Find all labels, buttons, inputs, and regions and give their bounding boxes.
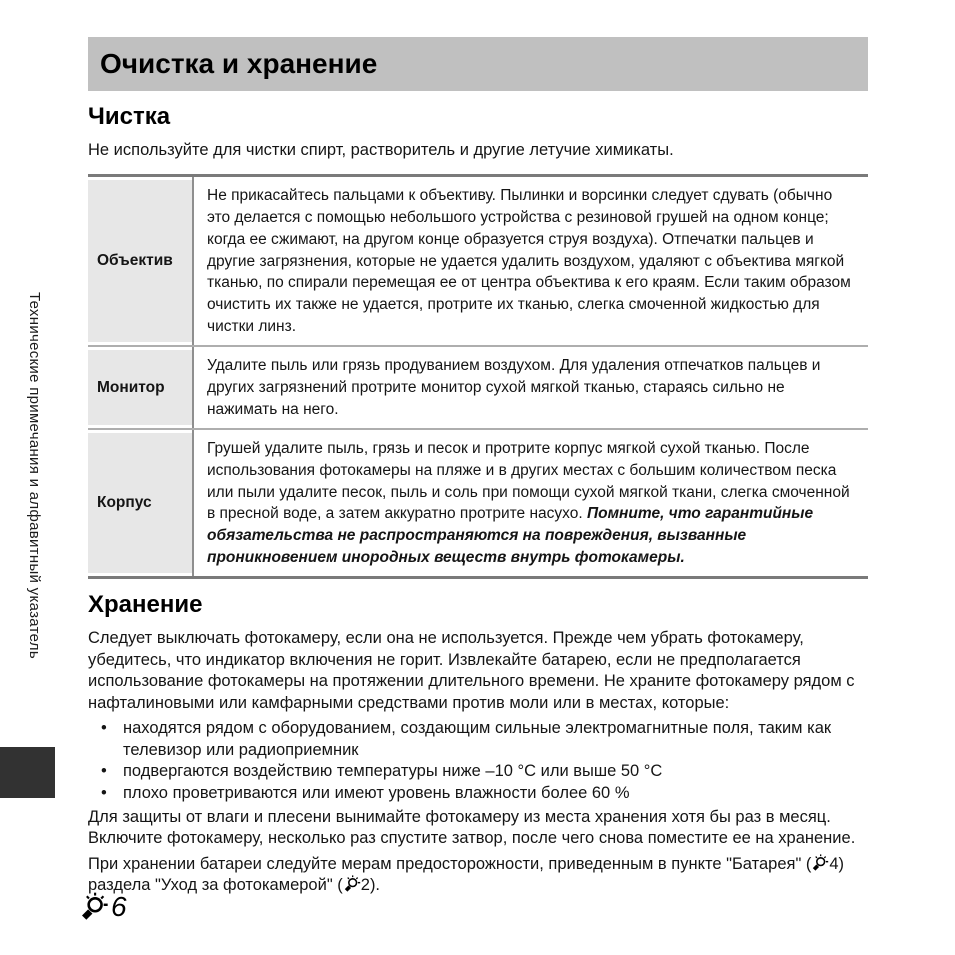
row-text-lens: Не прикасайтесь пальцами к объективу. Пылинки и ворсинки следует сдувать (обычно это делается с помощью небольшого устройства с резиновой грушей на одном конце; когда ее сжимают, на другом конце образуется струя воздуха). Отпечатки пальцев и другие загрязнения, которые не удается удалить воздухом, удаляют с объектива мягкой тканью, по спирали перемещая ее от центра объектива к его краям. Если таким образом очистить их также не удается, протрите их тканью, слегка смоченной жидкостью для чистки линз. bbox=[207, 187, 851, 335]
bullet-text-emf: находятся рядом с оборудованием, создающим сильные электромагнитные поля, таким как телевизор или радиоприемник bbox=[123, 719, 832, 759]
row-label-monitor: Монитор bbox=[88, 350, 192, 425]
bullet-text-temperature: подвергаются воздействию температуры ниже –10 °C или выше 50 °C bbox=[123, 762, 663, 781]
list-item bbox=[88, 718, 868, 761]
storage-heading: Хранение bbox=[88, 591, 203, 619]
row-text-monitor: Удалите пыль или грязь продуванием воздухом. Для удаления отпечатков пальцев и других загрязнений протрите монитор сухой мягкой тканью, стараясь сильно не нажимать на него. bbox=[207, 357, 821, 418]
chapter-tab-marker bbox=[0, 747, 55, 798]
row-label-body: Корпус bbox=[88, 433, 192, 573]
storage-para-moisture: Для защиты от влаги и плесени вынимайте фотокамеру из места хранения хотя бы раз в месяц. Включите фотокамеру, несколько раз спустите затвор, после чего снова поместите ее на хранение. bbox=[88, 807, 856, 848]
row-text-body: Грушей удалите пыль, грязь и песок и протрите корпус мягкой сухой тканью. После использования фотокамеры на пляже и в других местах с большим количеством песка или пыли удалите песок, пыль и соль при помощи сухой мягкой ткани, слегка смоченной в пресной воде, а затем аккуратно протрите насухо. bbox=[207, 440, 850, 523]
battery-text-2: 4) раздела "Уход за фотокамерой" ( bbox=[88, 854, 845, 895]
battery-text-3: 2). bbox=[360, 876, 381, 895]
sidebar-section-label: Технические примечания и алфавитный указатель bbox=[26, 292, 43, 659]
reference-lamp-icon bbox=[811, 854, 829, 872]
page-title-bar bbox=[88, 37, 868, 91]
row-text-body-warranty: Помните, что гарантийные обязательства не распространяются на повреждения, вызванные проникновением инородных веществ внутрь фотокамеры. bbox=[207, 505, 814, 566]
page-footer bbox=[79, 891, 127, 923]
row-label-lens: Объектив bbox=[88, 180, 192, 342]
cleaning-heading: Чистка bbox=[88, 103, 171, 130]
reference-lamp-icon bbox=[343, 875, 361, 893]
page-number: 6 bbox=[111, 891, 127, 922]
table-row bbox=[88, 430, 868, 576]
reference-lamp-icon bbox=[79, 892, 109, 922]
table-row bbox=[88, 177, 868, 347]
page-title: Очистка и хранение bbox=[100, 48, 378, 79]
bullet-icon: • bbox=[101, 719, 107, 738]
cleaning-intro: Не используйте для чистки спирт, растворитель и другие летучие химикаты. bbox=[88, 141, 674, 159]
bullet-text-humidity: плохо проветриваются или имеют уровень влажности более 60 % bbox=[123, 783, 630, 802]
storage-intro: Следует выключать фотокамеру, если она не используется. Прежде чем убрать фотокамеру, убедитесь, что индикатор включения не горит. Извлекайте батарею, если не предполагается использование фотокамеры на протяжении длительного времени. Не храните фотокамеру рядом с нафталиновыми или камфарными средствами против моли или в местах, которые: bbox=[88, 629, 855, 712]
battery-text-1: При хранении батареи следуйте мерам предосторожности, приведенным в пункте "Батарея" ( bbox=[88, 854, 812, 873]
bullet-icon: • bbox=[101, 783, 107, 802]
list-item bbox=[88, 761, 868, 782]
storage-bullet-list bbox=[88, 718, 868, 804]
cleaning-table bbox=[88, 174, 868, 579]
list-item bbox=[88, 783, 868, 804]
table-row bbox=[88, 347, 868, 430]
storage-para-battery bbox=[88, 854, 868, 897]
bullet-icon: • bbox=[101, 762, 107, 781]
page-content bbox=[88, 37, 868, 901]
